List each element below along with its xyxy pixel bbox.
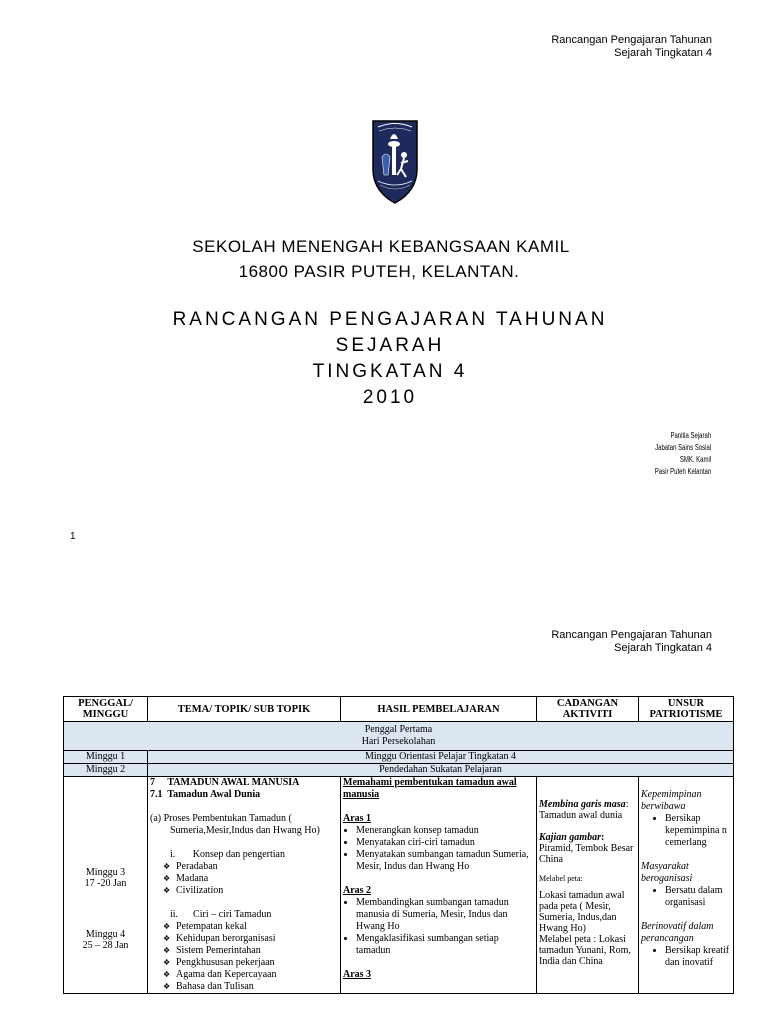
- page1-header: [551, 34, 712, 60]
- band-cell: [64, 722, 734, 751]
- week2-text: Pendedahan Sukatan Pelajaran: [148, 764, 734, 777]
- week2-label: Minggu 2: [64, 764, 148, 777]
- aras1-label: Aras 1: [343, 813, 372, 824]
- list-item: ❖ Petempatan kekal: [176, 921, 338, 933]
- topic-i-list: [150, 861, 338, 897]
- title-line-1: RANCANGAN PENGAJARAN TAHUNAN: [172, 309, 608, 330]
- school-crest-logo: [370, 117, 420, 205]
- kajian-text: Piramid, Tembok Besar China: [539, 843, 634, 865]
- page2-header-line1: Rancangan Pengajaran Tahunan: [551, 629, 712, 641]
- list-item: • Bersikap kreatif dan inovatif: [665, 945, 731, 969]
- hasil-heading: Memahami pembentukan tamadun awal manusia: [343, 777, 517, 800]
- list-item: • Menyatakan ciri-ciri tamadun: [356, 837, 534, 849]
- title-line-2: SEJARAH: [335, 335, 445, 356]
- lesson-plan-table: [63, 696, 734, 994]
- weeks-cell: [64, 777, 148, 994]
- week4-label: Minggu 4: [85, 929, 126, 940]
- school-address: 16800 PASIR PUTEH, KELANTAN.: [238, 262, 520, 281]
- melabel1-label: Melabel peta:: [539, 874, 583, 883]
- topic-a: (a) Proses Pembentukan Tamadun ( Sumeria,Mesir,Indus dan Hwang Ho): [150, 813, 320, 836]
- list-item: • Mengaklasifikasi sumbangan setiap tamadun: [356, 933, 534, 957]
- patriot-2-list: [641, 885, 731, 909]
- aras2-label: Aras 2: [343, 885, 372, 896]
- table-row-week1: [64, 751, 734, 764]
- week1-label: Minggu 1: [64, 751, 148, 764]
- list-item: ❖ Civilization: [176, 885, 338, 897]
- col-header-patriotisme: UNSUR PATRIOTISME: [639, 697, 734, 722]
- aktiviti-kajian: [539, 832, 636, 843]
- aras3-label: Aras 3: [343, 969, 372, 980]
- panitia-line-1: Panitia Sejarah: [670, 431, 711, 440]
- col-header-aktiviti: CADANGAN AKTIVITI: [537, 697, 639, 722]
- panitia-line-2: Jabatan Sains Sosial: [654, 443, 711, 452]
- garis-colon: :: [625, 799, 629, 810]
- col-header-tema: TEMA/ TOPIK/ SUB TOPIK: [148, 697, 341, 722]
- page1-header-line1: Rancangan Pengajaran Tahunan: [551, 34, 712, 46]
- patriot-3-list: [641, 945, 731, 969]
- page2-header: [551, 629, 712, 655]
- band-hari: Hari Persekolahan: [361, 736, 436, 747]
- list-item: • Bersikap kepemimpina n cemerlang: [665, 813, 731, 849]
- list-item: • Membandingkan sumbangan tamadun manusia di Sumeria, Mesir, Indus dan Hwang Ho: [356, 897, 534, 933]
- patriot-2: Masyarakat beroganisasi: [641, 861, 693, 884]
- garis-text: Tamadun awal dunia: [539, 810, 623, 821]
- table-header-row: [64, 697, 734, 722]
- list-item: • Menyatakan sumbangan tamadun Sumeria, Mesir, Indus dan Hwang Ho: [356, 849, 534, 873]
- title-line-4: 2010: [362, 387, 418, 408]
- list-item: ❖ Pengkhususan pekerjaan: [176, 957, 338, 969]
- list-item: ❖ Bahasa dan Tulisan: [176, 981, 338, 993]
- col-header-hasil: HASIL PEMBELAJARAN: [341, 697, 537, 722]
- title-line-3: TINGKATAN 4: [312, 361, 468, 382]
- subtopic-title: 7.1 Tamadun Awal Dunia: [150, 789, 261, 800]
- aktiviti-garis: [539, 799, 636, 810]
- topic-i: i. Konsep dan pengertian: [170, 849, 285, 860]
- kajian-colon: :: [600, 832, 605, 843]
- aktiviti-cell: [537, 777, 639, 994]
- page1-header-line2: Sejarah Tingkatan 4: [614, 47, 712, 59]
- kajian-label: Kajian gambar: [539, 832, 601, 843]
- aras2-list: [343, 897, 534, 957]
- garis-label: Membina garis masa: [539, 799, 626, 810]
- melabel1-text: Lokasi tamadun awal pada peta ( Mesir, Sumeria, Indus,dan Hwang Ho): [539, 890, 625, 934]
- school-name: SEKOLAH MENENGAH KEBANGSAAN KAMIL: [192, 237, 570, 256]
- week4-dates: 25 – 28 Jan: [82, 940, 129, 951]
- week3-dates: 17 -20 Jan: [84, 878, 127, 889]
- list-item: ❖ Agama dan Kepercayaan: [176, 969, 338, 981]
- list-item: ❖ Kehidupan berorganisasi: [176, 933, 338, 945]
- topic-cell: [148, 777, 341, 994]
- hasil-cell: [341, 777, 537, 994]
- panitia-block: [655, 430, 711, 478]
- table-row-week3-4: [64, 777, 734, 994]
- table-row-week2: [64, 764, 734, 777]
- list-item: • Menerangkan konsep tamadun: [356, 825, 534, 837]
- page-number: 1: [70, 531, 76, 542]
- melabel2-text: Melabel peta : Lokasi tamadun Yunani, Rom, India dan China: [539, 934, 631, 967]
- band-penggal: Penggal Pertama: [364, 724, 433, 735]
- topic-ii: ii. Ciri – ciri Tamadun: [170, 909, 272, 920]
- list-item: ❖ Peradaban: [176, 861, 338, 873]
- patriotisme-cell: [639, 777, 734, 994]
- week3-label: Minggu 3: [85, 867, 126, 878]
- panitia-line-4: Pasir Puteh Kelantan: [654, 467, 711, 476]
- list-item: ❖ Madana: [176, 873, 338, 885]
- list-item: ❖ Sistem Pemerintahan: [176, 945, 338, 957]
- topic-ii-list: [150, 921, 338, 993]
- patriot-3: Berinovatif dalam perancangan: [641, 921, 714, 944]
- patriot-1-list: [641, 813, 731, 849]
- page2-header-line2: Sejarah Tingkatan 4: [614, 642, 712, 654]
- panitia-line-3: SMK. Kamil: [679, 455, 711, 464]
- week1-text: Minggu Orientasi Pelajar Tingkatan 4: [148, 751, 734, 764]
- topic-title: 7 TAMADUN AWAL MANUSIA: [150, 777, 300, 788]
- document-title: [6, 307, 768, 411]
- aras1-list: [343, 825, 534, 873]
- list-item: • Bersatu dalam organisasi: [665, 885, 731, 909]
- patriot-1: Kepemimpinan berwibawa: [641, 789, 702, 812]
- table-row-band: [64, 722, 734, 751]
- col-header-penggal: PENGGAL/ MINGGU: [64, 697, 148, 722]
